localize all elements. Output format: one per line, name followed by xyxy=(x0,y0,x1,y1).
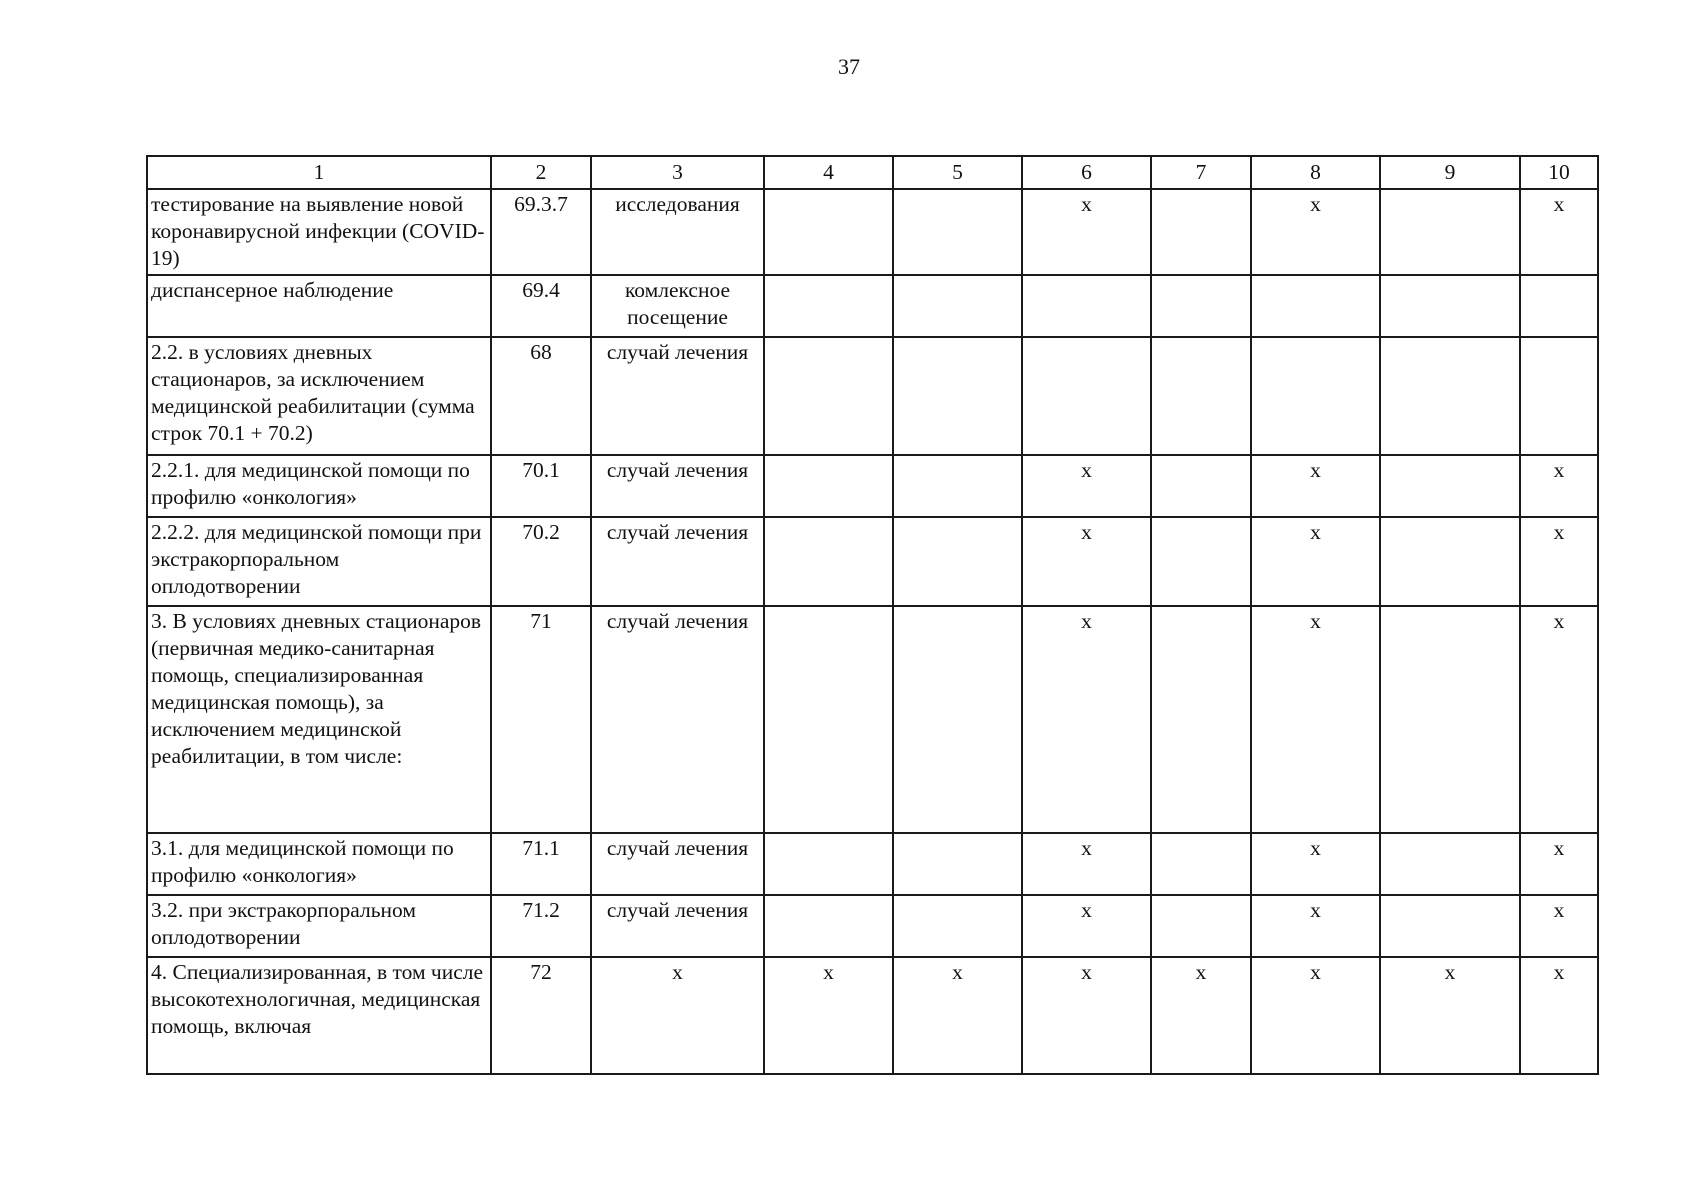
col10-cell: х xyxy=(1520,833,1598,895)
row-code-cell: 71 xyxy=(491,606,591,833)
header-cell: 5 xyxy=(893,156,1022,189)
col10-cell xyxy=(1520,337,1598,455)
row-code-cell: 71.1 xyxy=(491,833,591,895)
col4-cell xyxy=(764,455,893,517)
col10-cell: х xyxy=(1520,895,1598,957)
col8-cell: х xyxy=(1251,895,1380,957)
row-code-cell: 72 xyxy=(491,957,591,1074)
col9-cell xyxy=(1380,455,1520,517)
col6-cell: х xyxy=(1022,517,1151,606)
table-row xyxy=(147,337,1598,455)
col5-cell xyxy=(893,517,1022,606)
col5-cell xyxy=(893,833,1022,895)
row-name-cell: 2.2.1. для медицинской помощи по профилю «онкология» xyxy=(147,455,491,517)
row-name-cell: 3. В условиях дневных стационаров (первичная медико-санитарная помощь, специализированная медицинская помощь), за исключением медицинской реабилитации, в том числе: xyxy=(147,606,491,833)
col10-cell: х xyxy=(1520,455,1598,517)
col6-cell: х xyxy=(1022,957,1151,1074)
col4-cell xyxy=(764,275,893,337)
col10-cell: х xyxy=(1520,189,1598,275)
col5-cell xyxy=(893,337,1022,455)
col7-cell xyxy=(1151,517,1251,606)
col8-cell xyxy=(1251,337,1380,455)
table-row xyxy=(147,833,1598,895)
row-name-cell: 3.2. при экстракорпоральном оплодотворении xyxy=(147,895,491,957)
col6-cell: х xyxy=(1022,833,1151,895)
col8-cell: х xyxy=(1251,455,1380,517)
row-unit-cell: случай лечения xyxy=(591,895,764,957)
header-row xyxy=(147,156,1598,189)
col8-cell: х xyxy=(1251,606,1380,833)
header-cell: 7 xyxy=(1151,156,1251,189)
col10-cell: х xyxy=(1520,606,1598,833)
col8-cell: х xyxy=(1251,957,1380,1074)
col7-cell xyxy=(1151,455,1251,517)
col7-cell xyxy=(1151,895,1251,957)
col5-cell xyxy=(893,455,1022,517)
header-cell: 8 xyxy=(1251,156,1380,189)
col6-cell xyxy=(1022,337,1151,455)
col5-cell xyxy=(893,189,1022,275)
row-code-cell: 68 xyxy=(491,337,591,455)
col7-cell: х xyxy=(1151,957,1251,1074)
header-cell: 4 xyxy=(764,156,893,189)
col4-cell: х xyxy=(764,957,893,1074)
col8-cell: х xyxy=(1251,189,1380,275)
header-cell: 6 xyxy=(1022,156,1151,189)
row-code-cell: 71.2 xyxy=(491,895,591,957)
col7-cell xyxy=(1151,833,1251,895)
row-unit-cell: случай лечения xyxy=(591,517,764,606)
header-cell: 3 xyxy=(591,156,764,189)
row-unit-cell: случай лечения xyxy=(591,337,764,455)
header-cell: 10 xyxy=(1520,156,1598,189)
row-code-cell: 70.1 xyxy=(491,455,591,517)
row-name-cell: 4. Специализированная, в том числе высокотехнологичная, медицинская помощь, включая xyxy=(147,957,491,1074)
row-name-cell: 2.2.2. для медицинской помощи при экстракорпоральном оплодотворении xyxy=(147,517,491,606)
col4-cell xyxy=(764,517,893,606)
row-unit-cell: случай лечения xyxy=(591,455,764,517)
col8-cell xyxy=(1251,275,1380,337)
row-unit-cell: исследования xyxy=(591,189,764,275)
col5-cell xyxy=(893,606,1022,833)
col5-cell xyxy=(893,275,1022,337)
col7-cell xyxy=(1151,189,1251,275)
col9-cell xyxy=(1380,517,1520,606)
col4-cell xyxy=(764,606,893,833)
row-code-cell: 69.3.7 xyxy=(491,189,591,275)
row-unit-cell: случай лечения xyxy=(591,833,764,895)
col6-cell xyxy=(1022,275,1151,337)
table-row xyxy=(147,606,1598,833)
col7-cell xyxy=(1151,606,1251,833)
table-row xyxy=(147,455,1598,517)
col9-cell xyxy=(1380,189,1520,275)
col7-cell xyxy=(1151,337,1251,455)
col6-cell: х xyxy=(1022,455,1151,517)
row-name-cell: диспансерное наблюдение xyxy=(147,275,491,337)
header-cell: 2 xyxy=(491,156,591,189)
col9-cell xyxy=(1380,275,1520,337)
row-name-cell: 3.1. для медицинской помощи по профилю «онкология» xyxy=(147,833,491,895)
col9-cell xyxy=(1380,895,1520,957)
col6-cell: х xyxy=(1022,606,1151,833)
row-code-cell: 70.2 xyxy=(491,517,591,606)
row-unit-cell: х xyxy=(591,957,764,1074)
table-row xyxy=(147,957,1598,1074)
col5-cell: х xyxy=(893,957,1022,1074)
table-row xyxy=(147,895,1598,957)
col10-cell xyxy=(1520,275,1598,337)
row-code-cell: 69.4 xyxy=(491,275,591,337)
row-unit-cell: случай лечения xyxy=(591,606,764,833)
col9-cell xyxy=(1380,606,1520,833)
col4-cell xyxy=(764,189,893,275)
row-name-cell: тестирование на выявление новой коронавирусной инфекции (COVID-19) xyxy=(147,189,491,275)
col9-cell: х xyxy=(1380,957,1520,1074)
table-row xyxy=(147,517,1598,606)
col4-cell xyxy=(764,337,893,455)
col9-cell xyxy=(1380,833,1520,895)
table-row xyxy=(147,275,1598,337)
col6-cell: х xyxy=(1022,895,1151,957)
col6-cell: х xyxy=(1022,189,1151,275)
col5-cell xyxy=(893,895,1022,957)
row-name-cell: 2.2. в условиях дневных стационаров, за исключением медицинской реабилитации (сумма строк 70.1 + 70.2) xyxy=(147,337,491,455)
col4-cell xyxy=(764,833,893,895)
table-row xyxy=(147,189,1598,275)
page-number: 37 xyxy=(838,54,860,79)
col10-cell: х xyxy=(1520,957,1598,1074)
col9-cell xyxy=(1380,337,1520,455)
header-cell: 1 xyxy=(147,156,491,189)
header-cell: 9 xyxy=(1380,156,1520,189)
row-unit-cell: комлексное посещение xyxy=(591,275,764,337)
col8-cell: х xyxy=(1251,833,1380,895)
col8-cell: х xyxy=(1251,517,1380,606)
col10-cell: х xyxy=(1520,517,1598,606)
col4-cell xyxy=(764,895,893,957)
col7-cell xyxy=(1151,275,1251,337)
document-table xyxy=(146,155,1599,1075)
